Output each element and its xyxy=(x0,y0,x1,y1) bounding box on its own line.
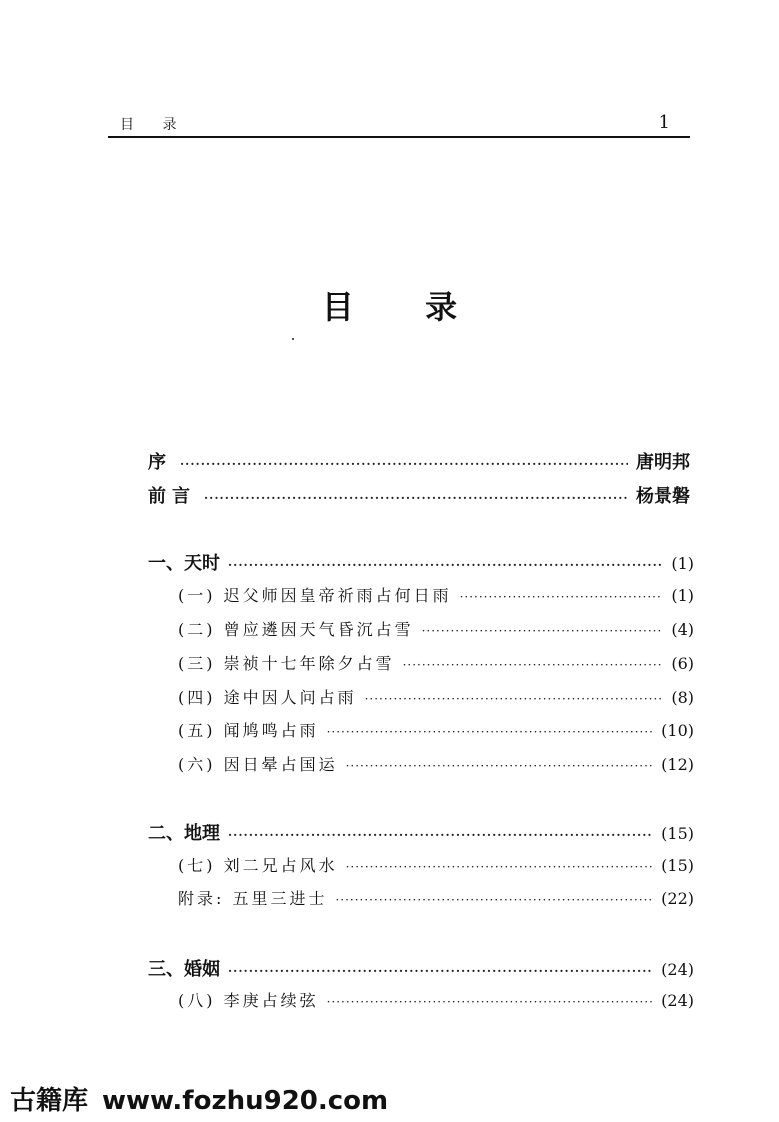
toc-entry[interactable] xyxy=(178,583,694,606)
scan-speck xyxy=(292,338,294,340)
dot-leader xyxy=(365,692,664,706)
dot-leader xyxy=(228,964,653,978)
header-rule xyxy=(108,136,690,138)
dot-leader xyxy=(403,658,664,672)
toc-page: (12) xyxy=(661,755,694,774)
toc-entry[interactable] xyxy=(178,853,694,876)
dot-leader xyxy=(204,491,628,505)
toc-entry[interactable] xyxy=(178,752,694,775)
toc-section-heading[interactable] xyxy=(148,549,694,575)
toc-label: (五) 闻鸠鸣占雨 xyxy=(178,721,319,740)
toc-entry[interactable] xyxy=(178,617,694,640)
toc-page: (6) xyxy=(671,654,694,673)
dot-leader xyxy=(228,828,653,842)
page-title: 目 录 xyxy=(321,288,488,326)
toc-label: (一) 迟父师因皇帝祈雨占何日雨 xyxy=(178,586,452,605)
toc-page: (10) xyxy=(661,721,694,740)
toc-label: 二、地理 xyxy=(148,823,220,844)
dot-leader xyxy=(180,457,628,471)
dot-leader xyxy=(327,725,654,739)
toc-front-foreword[interactable] xyxy=(148,482,690,508)
toc-page: (24) xyxy=(661,960,694,979)
toc-front-preface[interactable] xyxy=(148,448,690,474)
toc-page: (15) xyxy=(661,824,694,843)
toc-author: 唐明邦 xyxy=(636,452,690,473)
toc-entry[interactable] xyxy=(178,685,694,708)
toc-page: (15) xyxy=(661,856,694,875)
toc-page: (1) xyxy=(671,554,694,573)
watermark-site-name: 古籍库 xyxy=(10,1086,89,1116)
running-head xyxy=(108,112,690,136)
toc-page: (24) xyxy=(661,991,694,1010)
toc-section-heading[interactable] xyxy=(148,955,694,981)
toc-page: (8) xyxy=(671,688,694,707)
dot-leader xyxy=(228,558,663,572)
toc-label: (三) 崇祯十七年除夕占雪 xyxy=(178,654,395,673)
toc-entry[interactable] xyxy=(178,886,694,909)
dot-leader xyxy=(327,995,654,1009)
toc-label: 前言 xyxy=(148,486,196,507)
toc-label: (四) 途中因人问占雨 xyxy=(178,688,357,707)
toc-section-heading[interactable] xyxy=(148,819,694,845)
toc-label: (六) 因日晕占国运 xyxy=(178,755,338,774)
dot-leader xyxy=(346,860,654,874)
toc-label: (七) 刘二兄占风水 xyxy=(178,856,338,875)
toc-label: 序 xyxy=(148,452,172,473)
toc-page: (22) xyxy=(661,889,694,908)
page-number: 1 xyxy=(658,112,670,133)
watermark-url: www.fozhu920.com xyxy=(102,1086,389,1116)
toc-label: (二) 曾应遴因天气昏沉占雪 xyxy=(178,620,414,639)
toc-page: (1) xyxy=(671,586,694,605)
dot-leader xyxy=(346,759,654,773)
toc-label: 一、天时 xyxy=(148,553,220,574)
dot-leader xyxy=(335,893,653,907)
toc-label: (八) 李庚占续弦 xyxy=(178,991,319,1010)
toc-author: 杨景磐 xyxy=(636,486,690,507)
toc-entry[interactable] xyxy=(178,651,694,674)
running-title: 目 录 xyxy=(120,117,189,133)
toc-entry[interactable] xyxy=(178,718,694,741)
toc-page: (4) xyxy=(671,620,694,639)
dot-leader xyxy=(460,590,664,604)
toc-entry[interactable] xyxy=(178,988,694,1011)
dot-leader xyxy=(422,624,664,638)
site-watermark xyxy=(10,1080,388,1117)
toc-label: 附录: 五里三进士 xyxy=(178,889,328,908)
toc-label: 三、婚姻 xyxy=(148,959,220,980)
